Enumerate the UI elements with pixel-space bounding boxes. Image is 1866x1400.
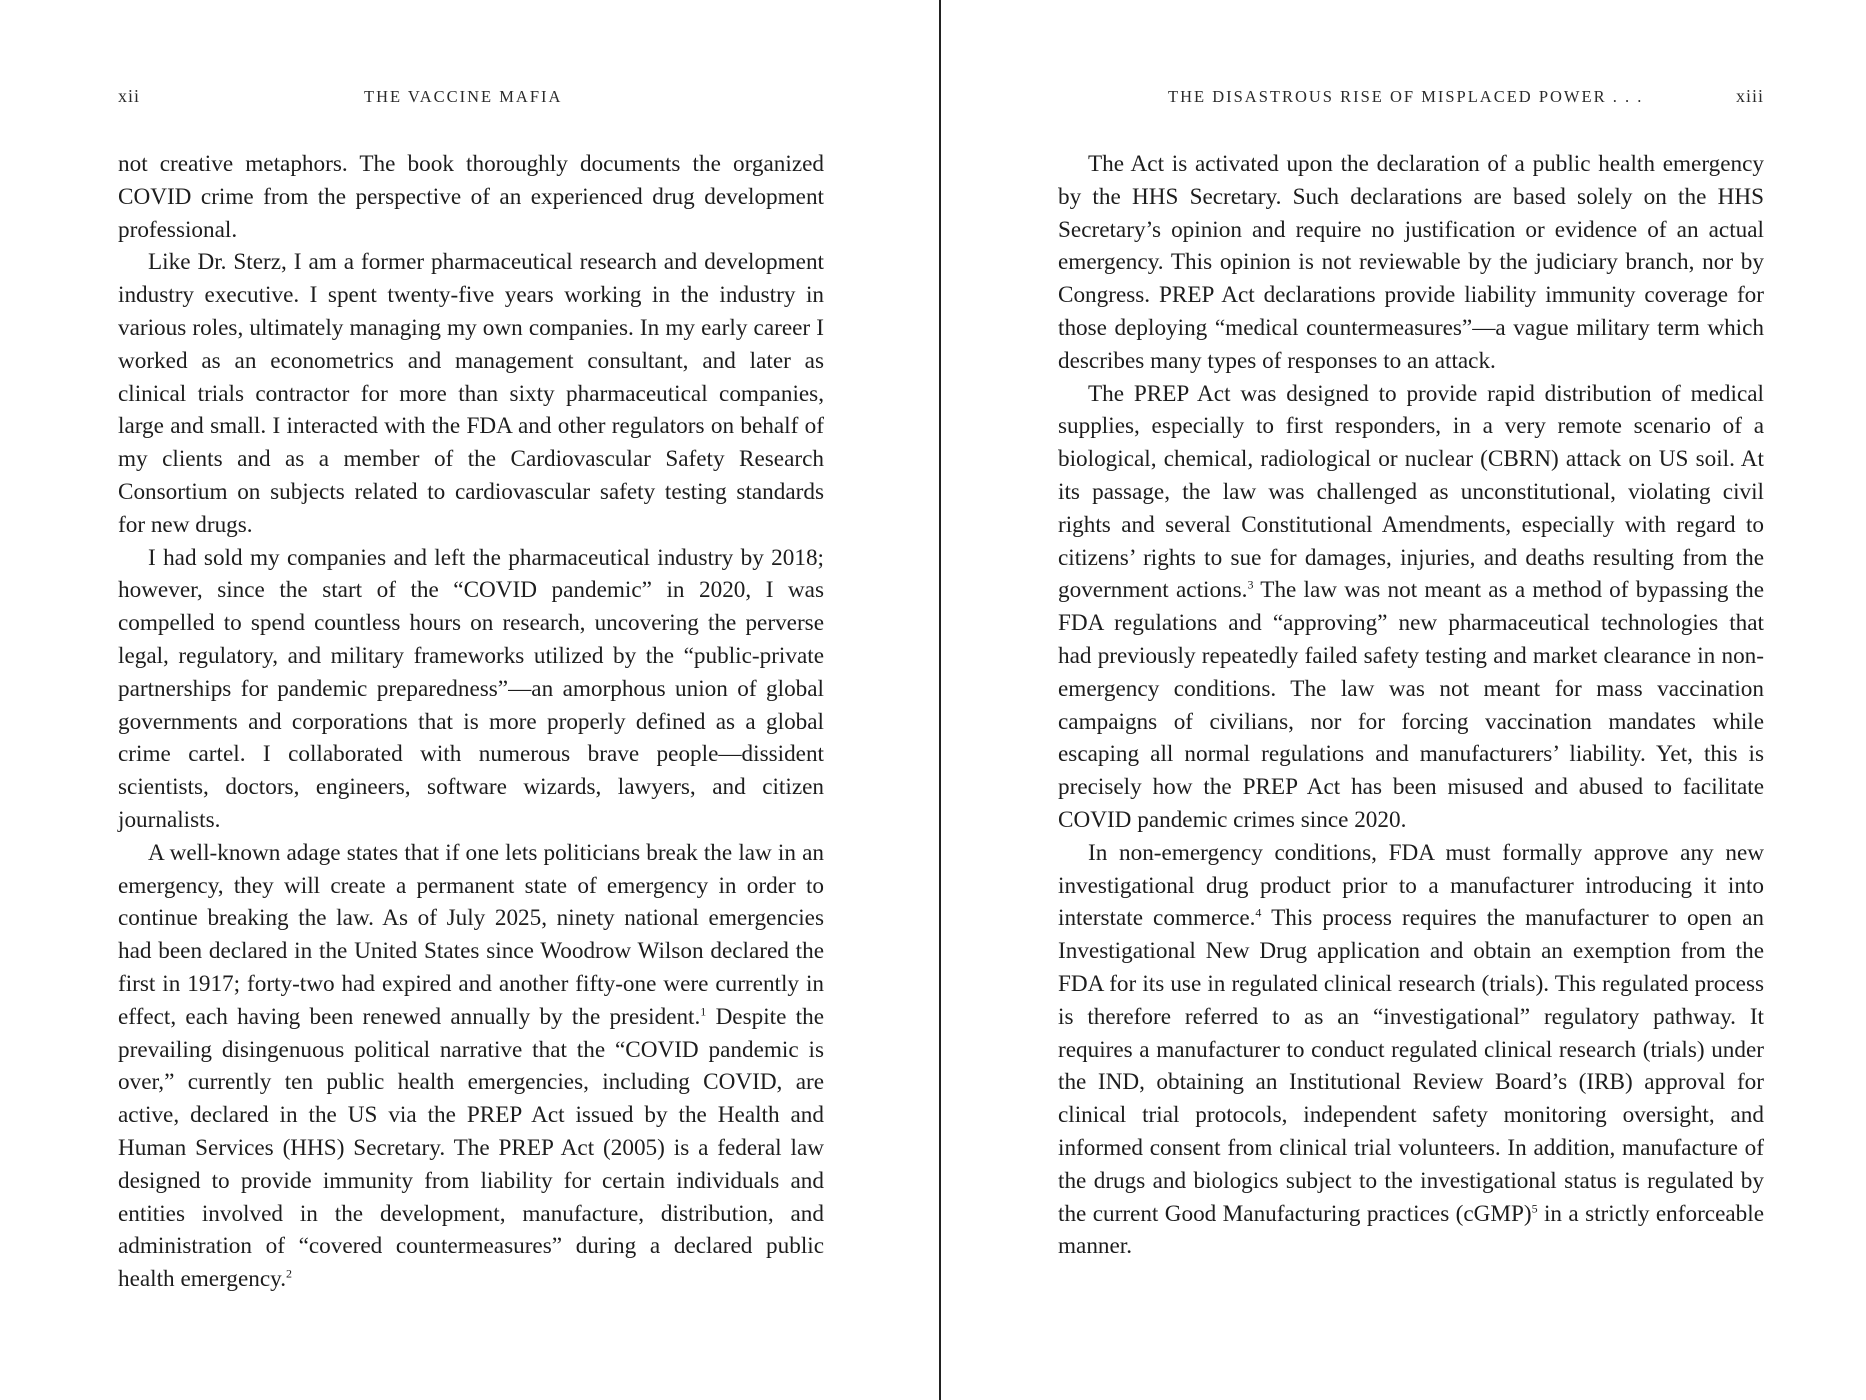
left-page [118,0,824,1400]
right-running-head [1058,86,1764,110]
right-body-text [1058,148,1764,1263]
left-body-text [118,148,824,1296]
footnote-ref-1: 1 [700,1003,707,1018]
left-paragraph-2: Like Dr. Sterz, I am a former pharmaceutical research and development industry executive. I spent twenty-five years working in the industry in various roles, ultimately managing my own companies. In my early career I worked as an econometrics and management consultant, and later as clinical trials contractor for more than sixty pharmaceutical companies, large and small. I interacted with the FDA and other regulators on behalf of my clients and as a member of the Cardiovascular Safety Research Consortium on subjects related to cardiovascular safety testing standards for new drugs. [118,249,824,538]
right-running-title: THE DISASTROUS RISE OF MISPLACED POWER . . . [1168,87,1644,106]
right-paragraph-3 [1058,837,1764,1263]
paragraph-text: A well-known adage states that if one lets politicians break the law in an emergency, they will create a permanent state of emergency in order to continue breaking the law. As of July 2025, ninety national emergencies had been declared in the United States since Woodrow Wilson declared the first in 1917; forty-two had expired and another fifty-one were currently in effect, each having been renewed annually by the president. [118,839,824,1030]
footnote-ref-5: 5 [1531,1200,1538,1215]
right-page-number: xiii [1735,86,1764,106]
left-running-title: THE VACCINE MAFIA [364,87,563,106]
paragraph-text: In non-emergency conditions, FDA must formally approve any new investigational drug product prior to a manufacturer introducing it into interstate commerce. [1058,839,1764,932]
paragraph-text: Despite the prevailing disingenuous political narrative that the “COVID pandemic is over,” currently ten public health emergencies, including COVID, are active, declared in the US via the PREP Act issued by the Health and Human Services (HHS) Secretary. The PREP Act (2005) is a federal law designed to provide immunity from liability for certain individuals and entities involved in the development, manufacture, distribution, and administration of “covered countermeasures” during a declared public health emergency. [118,1003,824,1293]
right-paragraph-2 [1058,378,1764,837]
paragraph-text: The law was not meant as a method of bypassing the FDA regulations and “approving” new pharmaceutical technologies that had previously repeatedly failed safety testing and market clearance in non-emergency conditions. The law was not meant for mass vaccination campaigns of civilians, nor for forcing vaccination mandates while escaping all normal regulations and manufacturers’ liability. Yet, this is precisely how the PREP Act has been misused and abused to facilitate COVID pandemic crimes since 2020. [1058,577,1764,833]
paragraph-text: This process requires the manufacturer to open an Investigational New Drug application and obtain an exemption from the FDA for its use in regulated clinical research (trials). This regulated process is therefore referred to as an “investigational” regulatory pathway. It requires a manufacturer to conduct regulated clinical research (trials) under the IND, obtaining an Institutional Review Board’s (IRB) approval for clinical trial protocols, independent safety monitoring oversight, and informed consent from clinical trial volunteers. In addition, manufacture of the drugs and biologics subject to the investigational status is regulated by the current Good Manufacturing practices (cGMP) [1058,905,1764,1227]
left-paragraph-1: not creative metaphors. The book thoroughly documents the organized COVID crime from the perspective of an experienced drug development professional. [118,151,824,243]
paragraph-text: in a strictly enforceable manner. [1058,1200,1764,1260]
right-page [1058,0,1764,1400]
footnote-ref-4: 4 [1255,905,1262,920]
footnote-ref-2: 2 [286,1266,293,1281]
left-paragraph-4 [118,837,824,1296]
left-running-head [118,86,824,110]
right-paragraph-1: The Act is activated upon the declaration of a public health emergency by the HHS Secretary. Such declarations are based solely on the HHS Secretary’s opinion and require no justification or evidence of an actual emergency. This opinion is not reviewable by the judiciary branch, nor by Congress. PREP Act declarations provide liability immunity coverage for those deploying “medical countermeasures”—a vague military term which describes many types of responses to an attack. [1058,151,1764,374]
page-gutter-divider [939,0,941,1400]
paragraph-text: The PREP Act was designed to provide rapid distribution of medical supplies, especially to first responders, in a very remote scenario of a biological, chemical, radiological or nuclear (CBRN) attack on US soil. At its passage, the law was challenged as unconstitutional, violating civil rights and several Constitutional Amendments, especially with regard to citizens’ rights to sue for damages, injuries, and deaths resulting from the government actions. [1058,380,1764,604]
left-paragraph-3: I had sold my companies and left the pharmaceutical industry by 2018; however, since the start of the “COVID pandemic” in 2020, I was compelled to spend countless hours on research, uncovering the perverse legal, regulatory, and military frameworks utilized by the “public-private partnerships for pandemic preparedness”—an amorphous union of global governments and corporations that is more properly defined as a global crime cartel. I collaborated with numerous brave people—dissident scientists, doctors, engineers, software wizards, lawyers, and citizen journalists. [118,544,824,833]
left-page-number: xii [118,86,141,106]
footnote-ref-3: 3 [1247,577,1254,592]
